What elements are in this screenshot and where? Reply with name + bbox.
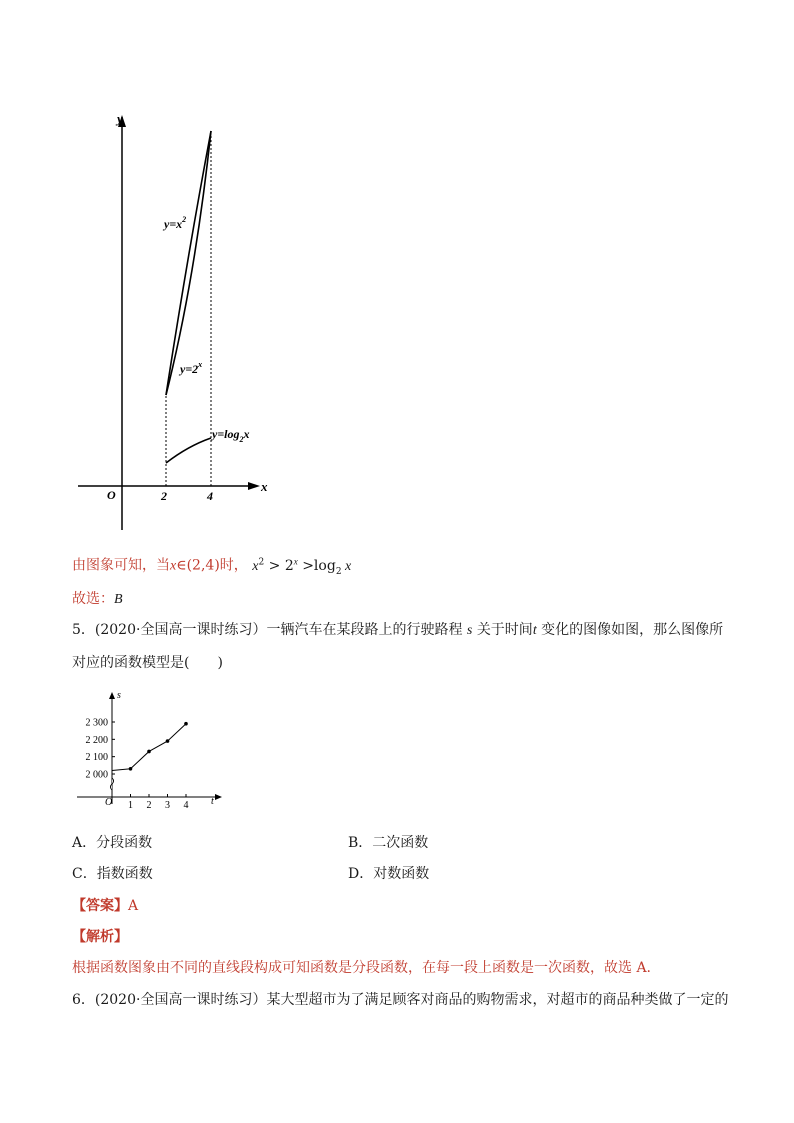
y-axis-label: y — [117, 111, 123, 126]
fig2-y-tick-label: 2 100 — [85, 752, 108, 764]
q5-text-b: 关于时间 — [476, 622, 533, 638]
fig2-t-axis-arrow — [215, 794, 222, 800]
curve-x-squared — [166, 131, 211, 395]
ineq-x-exp: 2 — [258, 557, 265, 567]
choice-line-1 — [72, 589, 123, 610]
fig2-x-tick-label: 2 — [146, 800, 152, 811]
conclusion-in-symbol: ∈ — [176, 557, 187, 574]
ineq-x: x — [252, 558, 259, 574]
option-c[interactable]: C．指数函数 — [72, 866, 153, 882]
ineq-log-arg: x — [341, 558, 352, 574]
fig2-y-tick-label: 2 000 — [85, 769, 108, 781]
t-axis-label: t — [211, 796, 214, 807]
answer-value: A — [128, 898, 139, 914]
q5-text-c: 变化的图像如图，那么图像所 — [541, 622, 724, 638]
analysis-label: 【解析】 — [72, 929, 128, 945]
q5-text-a: 5．(2020·全国高一课时练习）一辆汽车在某段路上的行驶路程 — [72, 622, 463, 638]
tick-label-4: 4 — [207, 489, 213, 503]
ineq-log-sub: 2 — [335, 566, 342, 577]
distance-time-graph — [72, 686, 232, 811]
inequality — [252, 556, 352, 577]
fig2-data-point — [129, 767, 133, 771]
fig2-series-line — [112, 724, 186, 771]
fig2-data-point — [166, 739, 170, 743]
ineq-gt2: >log — [297, 557, 336, 574]
fig2-plot — [77, 692, 222, 811]
fig2-y-tick-label: 2 300 — [85, 717, 108, 729]
question-6-line-1: 6．(2020·全国高一课时练习）某大型超市为了满足顾客对商品的购物需求，对超市的商品种类做了一定的 — [72, 992, 729, 1008]
x-axis-label: x — [261, 479, 268, 494]
ineq-exp-x: x — [293, 556, 298, 566]
fig2-y-tick-label: 2 200 — [85, 734, 108, 746]
curve-label-2-power-x: $y=2^x$ — [180, 360, 203, 376]
option-d[interactable]: D．对数函数 — [348, 866, 430, 882]
conclusion-prefix: 由图象可知，当 — [72, 557, 170, 574]
origin-label-2: O — [105, 797, 113, 808]
conclusion-mid: 时， — [219, 557, 248, 574]
fig2-data-point — [147, 750, 151, 754]
answer-line — [72, 896, 138, 916]
function-comparison-graph — [70, 105, 290, 535]
conclusion-interval: (2,4) — [186, 557, 220, 574]
question-5-line-1 — [72, 620, 723, 641]
choice-value: B — [114, 592, 123, 607]
option-a[interactable]: A．分段函数 — [72, 835, 153, 851]
tick-label-2: 2 — [161, 489, 167, 503]
q5-text-d: 对应的函数模型是( ) — [72, 655, 223, 671]
origin-label: O — [107, 488, 116, 502]
curve-log2-x — [166, 438, 211, 463]
fig2-s-axis-arrow — [109, 692, 115, 699]
q5-var-t: t — [532, 623, 537, 638]
ineq-gt1: > 2 — [264, 557, 294, 574]
curve-label-x-squared: $y=x^2$ — [164, 215, 187, 231]
curve-label-log2-x: $y=\log_2x$ — [212, 427, 250, 444]
conclusion-x-var: x — [170, 558, 177, 574]
analysis-text: 根据函数图象由不同的直线段构成可知函数是分段函数，在每一段上函数是一次函数，故选 A. — [72, 960, 652, 976]
option-b[interactable]: B．二次函数 — [348, 835, 429, 851]
conclusion-line — [72, 551, 351, 581]
choice-label: 故选： — [72, 591, 114, 607]
question-5-line-2 — [72, 653, 223, 673]
answer-label: 【答案】 — [72, 898, 128, 914]
fig2-x-tick-label: 1 — [128, 800, 133, 811]
x-axis-arrow — [248, 482, 260, 490]
s-axis-label: s — [117, 690, 121, 701]
fig2-x-tick-label: 3 — [165, 800, 170, 811]
q5-var-s: s — [466, 623, 473, 638]
fig2-x-tick-label: 4 — [183, 800, 189, 811]
fig2-axis-break — [111, 778, 114, 790]
fig2-data-point — [184, 722, 188, 726]
